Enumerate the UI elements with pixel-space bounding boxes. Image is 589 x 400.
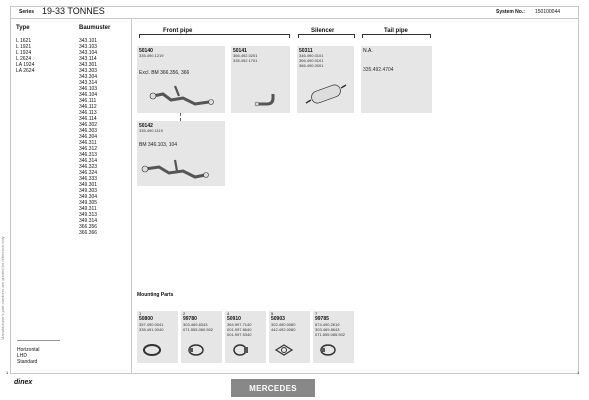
item-number: 2	[183, 311, 186, 316]
type-item: L 1921	[16, 44, 32, 50]
disclaimer-side-text: Manufacturer’s part numbers are quoted for reference only	[0, 236, 5, 340]
note-drive-side: LHD	[17, 353, 28, 359]
model-item: 346.313	[79, 152, 98, 158]
type-list	[16, 38, 34, 74]
note-variant: Standard	[17, 359, 38, 365]
model-item: 343.103	[79, 44, 98, 50]
item-number: 1	[139, 311, 142, 316]
type-column-header: Type	[16, 25, 30, 31]
item-number: 4	[227, 311, 230, 316]
model-item: 346.302	[79, 122, 98, 128]
part-code: 50141	[233, 48, 247, 54]
tail-pipe-bracket	[362, 34, 431, 38]
model-item: 346.304	[79, 134, 98, 140]
item-code: 50903	[271, 316, 285, 322]
mounting-parts-title: Mounting Parts	[137, 292, 174, 298]
section-silencer: Silencer	[311, 28, 335, 34]
model-item: 346.323	[79, 164, 98, 170]
config-notes	[17, 347, 40, 365]
model-item: 343.301	[79, 62, 98, 68]
front-pipe-bracket	[139, 34, 290, 38]
page-number: 1	[577, 370, 580, 375]
mounting-item-50800[interactable]	[137, 311, 178, 363]
model-item: 346.103	[79, 86, 98, 92]
flange-gasket-icon	[274, 343, 294, 357]
model-item: 346.324	[79, 170, 98, 176]
gasket-ring-icon	[142, 343, 162, 357]
dinex-logo: dinex	[14, 379, 33, 386]
part-card-50311[interactable]	[297, 46, 354, 113]
pipe-bend-drawing	[253, 90, 283, 108]
part-code: 50142	[139, 123, 153, 129]
item-refs: 303.469.8343 071.555.060.502	[183, 322, 214, 332]
type-item: L 1621	[16, 38, 32, 44]
silencer-bracket	[298, 34, 355, 38]
model-item: 346.312	[79, 146, 98, 152]
type-item: LA 2624	[16, 68, 35, 74]
model-item: 349.311	[79, 206, 97, 212]
model-item: 346.104	[79, 92, 98, 98]
model-column-header: Baumuster	[79, 25, 111, 31]
item-code: 99785	[315, 316, 329, 322]
clamp-icon	[186, 343, 206, 357]
model-list	[79, 38, 97, 236]
part-refs: 366.492.0201 335.492.1701	[233, 53, 258, 63]
part-code: 50311	[299, 48, 313, 54]
part-refs: 335.492.4704	[363, 67, 394, 73]
brand-banner: MERCEDES	[231, 379, 315, 397]
notes-divider	[17, 340, 60, 341]
model-item: 366.366	[79, 230, 98, 236]
part-card-50140[interactable]	[137, 46, 225, 113]
model-item: 346.113	[79, 110, 97, 116]
model-item: 346.112	[79, 104, 97, 110]
model-item: 346.111	[79, 98, 97, 104]
front-pipe-variant-drawing	[141, 155, 211, 183]
item-code: 99780	[183, 316, 197, 322]
mounting-item-50903[interactable]	[269, 311, 310, 363]
clamp-icon	[318, 343, 338, 357]
note-orientation: Horizontal	[17, 347, 40, 353]
part-card-50142[interactable]	[137, 121, 225, 186]
series-label: Series	[19, 9, 35, 15]
page-title: 19-33 TONNES	[42, 6, 105, 16]
item-refs: 357.490.0041 335.491.0040	[139, 322, 164, 332]
part-note: BM 346.103, 104	[139, 142, 178, 148]
system-no-label: System No.:	[496, 9, 525, 15]
item-code: 50910	[227, 316, 241, 322]
front-pipe-drawing	[149, 82, 219, 110]
model-item: 346.333	[79, 176, 98, 182]
item-refs: 364.997.7140 001.997.8640 001.997.5340	[227, 322, 252, 337]
part-card-50141[interactable]	[231, 46, 290, 113]
mounting-item-99785[interactable]	[313, 311, 354, 363]
model-item: 343.101	[79, 38, 98, 44]
model-item: 349.313	[79, 212, 98, 218]
system-no-value: 150100044	[535, 9, 561, 15]
item-number: 5	[271, 311, 274, 316]
model-item: 343.314	[79, 80, 98, 86]
model-item: 343.104	[79, 50, 98, 56]
model-item: 349.314	[79, 218, 98, 224]
item-refs: 302.490.0080 442.492.0080	[271, 322, 296, 332]
model-item: 366.356	[79, 224, 98, 230]
part-code: 50140	[139, 48, 153, 54]
model-item: 343.114	[79, 56, 97, 62]
item-number: 7	[315, 311, 318, 316]
model-item: 349.301	[79, 182, 98, 188]
type-item: L 1924	[16, 50, 32, 56]
item-code: 50800	[139, 316, 153, 322]
type-item: LA 1924	[16, 62, 35, 68]
part-refs: 335.490.1119	[139, 128, 163, 133]
part-refs: 346.490.0101 366.490.0101 366.490.0001	[299, 53, 324, 68]
section-front-pipe: Front pipe	[163, 28, 193, 34]
column-divider	[131, 19, 132, 374]
mounting-item-50910[interactable]	[225, 311, 266, 363]
model-item: 346.303	[79, 128, 98, 134]
model-item: 343.303	[79, 68, 98, 74]
silencer-drawing	[305, 82, 347, 106]
part-note: Excl. BM 366.356, 366	[139, 70, 190, 76]
model-item: 343.304	[79, 74, 98, 80]
mounting-item-99780[interactable]	[181, 311, 222, 363]
bracket-clamp-icon	[230, 343, 250, 357]
section-tail-pipe: Tail pipe	[384, 28, 408, 34]
item-refs: 874.490.2619 303.469.8643 071.555.085.502	[315, 322, 346, 337]
model-item: 349.303	[79, 188, 98, 194]
part-code: N.A.	[363, 48, 373, 54]
part-refs: 335.490.1219	[139, 53, 164, 58]
model-item: 346.311	[79, 140, 97, 146]
type-item: L 2624	[16, 56, 32, 62]
model-item: 349.304	[79, 194, 98, 200]
variant-connector	[180, 113, 181, 121]
part-card-tail-pipe[interactable]	[361, 46, 432, 113]
page-marker-left: 1	[6, 370, 9, 375]
model-item: 349.305	[79, 200, 98, 206]
header-divider	[10, 18, 579, 19]
model-item: 346.114	[79, 116, 97, 122]
model-item: 346.314	[79, 158, 98, 164]
